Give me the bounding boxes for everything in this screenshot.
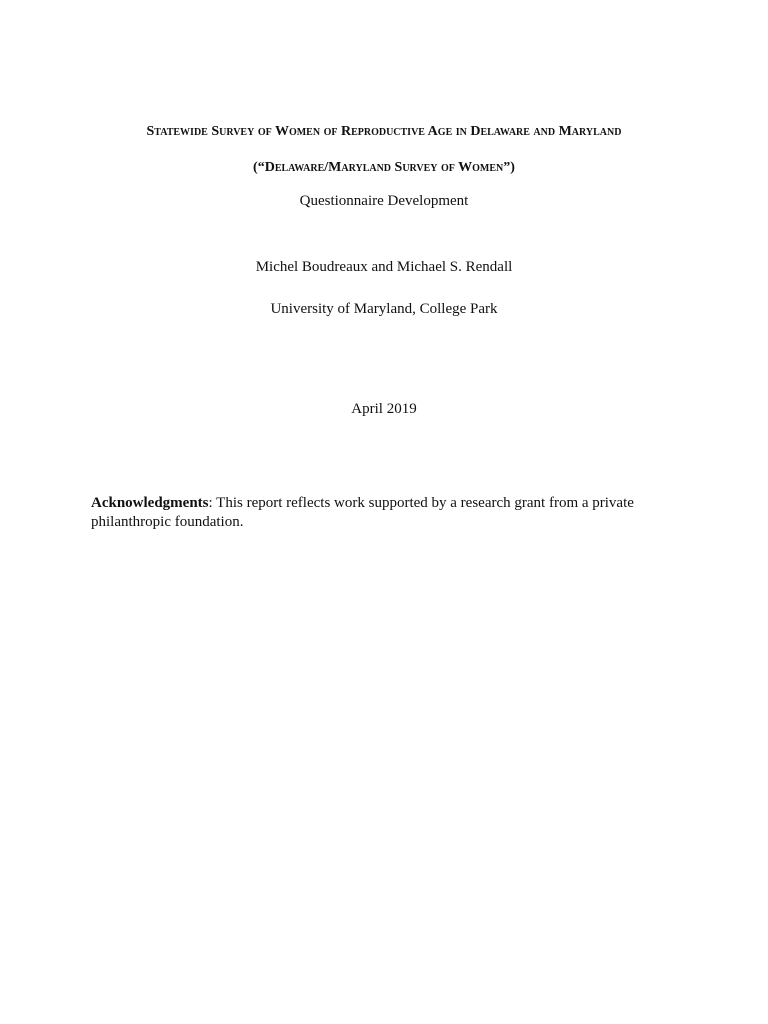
acknowledgments-paragraph — [91, 494, 691, 532]
publication-date: April 2019 — [351, 401, 417, 417]
authors: Michel Boudreaux and Michael S. Rendall — [255, 259, 513, 275]
acknowledgments-separator: : — [208, 495, 213, 511]
subtitle: Questionnaire Development — [299, 193, 469, 209]
acknowledgments-text: This report reflects work supported by a research grant from a private philanthropic foundation. — [91, 495, 634, 530]
affiliation: University of Maryland, College Park — [270, 301, 498, 317]
title-line-2: (“Delaware/Maryland Survey of Women”) — [253, 160, 515, 175]
acknowledgments-label: Acknowledgments — [91, 495, 209, 511]
title-line-1: Statewide Survey of Women of Reproductive Age in Delaware and Maryland — [146, 124, 622, 139]
